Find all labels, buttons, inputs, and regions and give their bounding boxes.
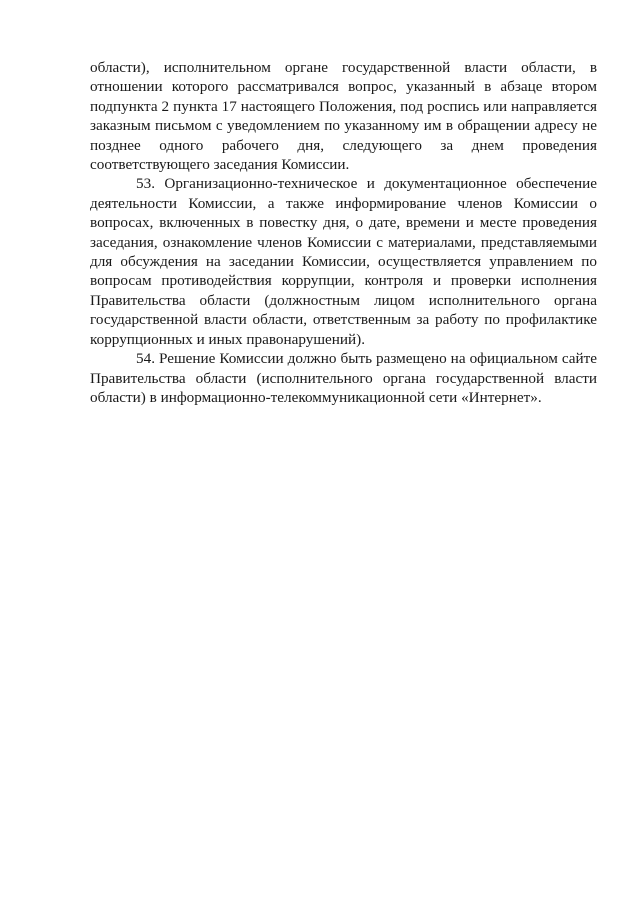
paragraph-continuation: области), исполнительном органе государственной власти области, в отношении которого рассматривался вопрос, указанный в абзаце втором подпункта 2 пункта 17 настоящего Положения, под роспись или направляется заказным письмом с уведомлением по указанному им в обращении адресу не позднее одного рабочего дня, следующего за днем проведения соответствующего заседания Комиссии. (90, 59, 597, 174)
paragraph-item-53: 53. Организационно-техническое и документационное обеспечение деятельности Комиссии, а также информирование членов Комиссии о вопросах, включенных в повестку дня, о дате, времени и месте проведения заседания, ознакомление членов Комиссии с материалами, представляемыми для обсуждения на заседании Комиссии, осуществляется управлением по вопросам противодействия коррупции, контроля и проверки исполнения Правительства области (должностным лицом исполнительного органа государственной власти области, ответственным за работу по профилактике коррупционных и иных правонарушений). (90, 175, 597, 348)
paragraph-item-54: 54. Решение Комиссии должно быть размещено на официальном сайте Правительства области (исполнительного органа государственной власти области) в информационно-телекоммуникационной сети «Интернет». (90, 350, 597, 406)
document-body (90, 58, 597, 407)
